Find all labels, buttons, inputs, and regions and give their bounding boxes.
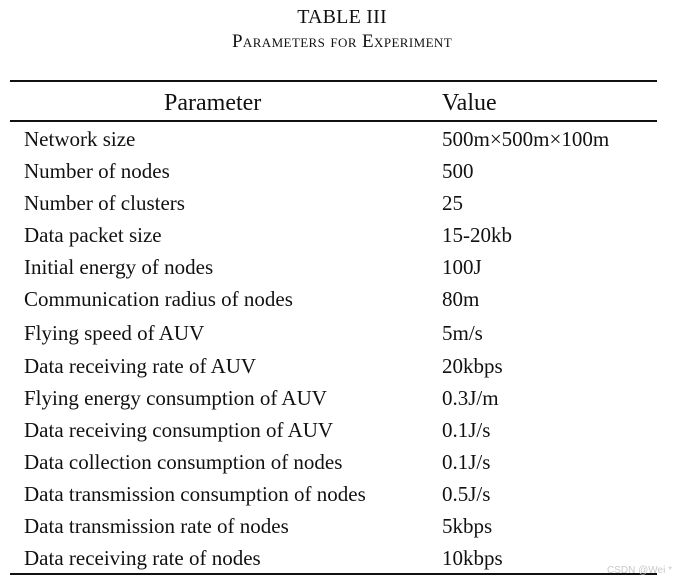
- value-cell: 0.3J/m: [442, 386, 499, 410]
- parameter-cell: Data receiving rate of AUV: [24, 354, 257, 378]
- parameter-cell: Network size: [24, 127, 136, 151]
- parameter-cell: Number of clusters: [24, 191, 185, 215]
- value-cell: 500m×500m×100m: [442, 127, 610, 151]
- parameter-cell: Data transmission consumption of nodes: [24, 482, 366, 506]
- table-subtitle: Parameters for Experiment: [231, 31, 453, 52]
- parameter-cell: Flying speed of AUV: [24, 321, 205, 345]
- parameter-cell: Initial energy of nodes: [24, 255, 214, 279]
- column-header-parameter: Parameter: [164, 90, 262, 116]
- parameter-cell: Communication radius of nodes: [24, 287, 293, 311]
- table-row: [0, 511, 684, 541]
- table-row: [0, 284, 684, 314]
- value-cell: 20kbps: [442, 354, 503, 378]
- value-cell: 100J: [442, 255, 482, 279]
- value-cell: 0.1J/s: [442, 418, 491, 442]
- value-cell: 0.1J/s: [442, 450, 491, 474]
- parameter-cell: Flying energy consumption of AUV: [24, 386, 327, 410]
- table-row: [0, 318, 684, 348]
- table-row: [0, 479, 684, 509]
- parameter-cell: Data receiving rate of nodes: [24, 546, 261, 570]
- table-row: [0, 383, 684, 413]
- parameter-cell: Data packet size: [24, 223, 162, 247]
- table-row: [0, 124, 684, 154]
- parameter-cell: Data collection consumption of nodes: [24, 450, 343, 474]
- table-title: TABLE III: [297, 6, 387, 28]
- value-cell: 0.5J/s: [442, 482, 491, 506]
- parameter-cell: Data receiving consumption of AUV: [24, 418, 334, 442]
- value-cell: 25: [442, 191, 463, 215]
- table-row: [0, 447, 684, 477]
- value-cell: 5m/s: [442, 321, 483, 345]
- value-cell: 5kbps: [442, 514, 493, 538]
- value-cell: 15-20kb: [442, 223, 512, 247]
- table-row: [0, 156, 684, 186]
- value-cell: 80m: [442, 287, 480, 311]
- value-cell: 500: [442, 159, 474, 183]
- parameter-cell: Data transmission rate of nodes: [24, 514, 289, 538]
- table-row: [0, 543, 684, 573]
- parameter-cell: Number of nodes: [24, 159, 170, 183]
- table-row: [0, 220, 684, 250]
- table-bottom-rule: [10, 573, 657, 575]
- table-row: [0, 351, 684, 381]
- table-row: [0, 188, 684, 218]
- table-row: [0, 415, 684, 445]
- table-row: [0, 252, 684, 282]
- value-cell: 10kbps: [442, 546, 503, 570]
- column-header-value: Value: [442, 90, 497, 116]
- watermark-text: CSDN @Wei *: [607, 565, 672, 576]
